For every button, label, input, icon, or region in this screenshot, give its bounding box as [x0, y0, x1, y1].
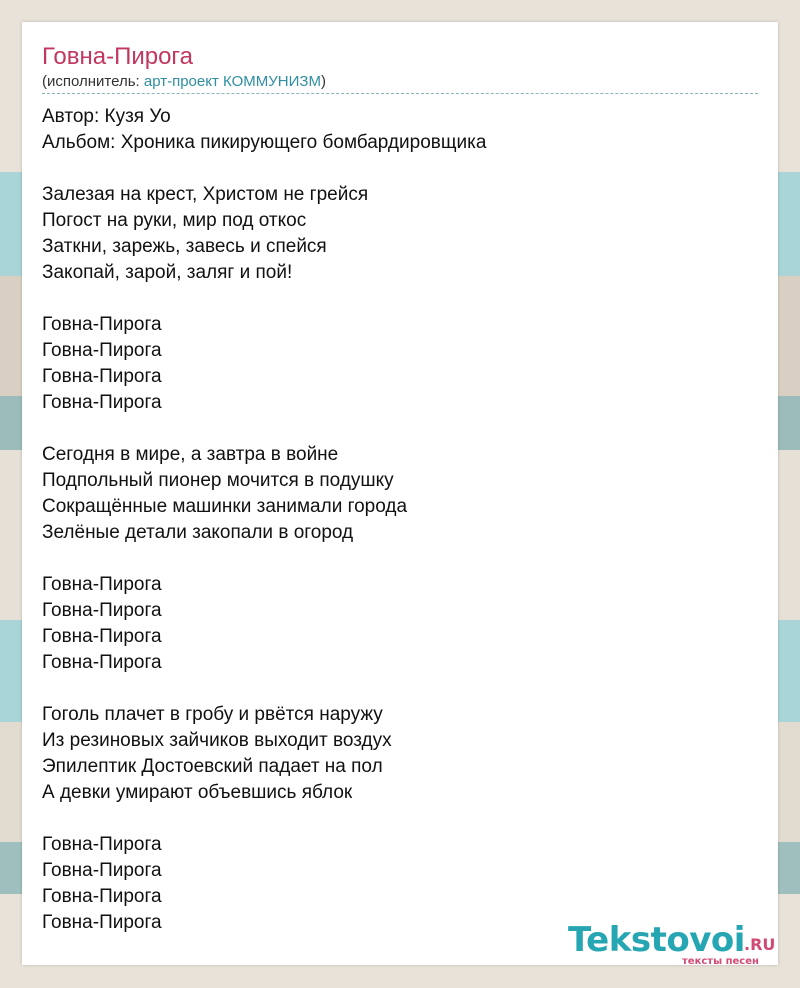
- chorus: [42, 572, 486, 676]
- lyric-line: Заткни, зарежь, завесь и спейся: [42, 236, 327, 257]
- album-line: Альбом: Хроника пикирующего бомбардировщика: [42, 132, 487, 153]
- chorus: [42, 312, 486, 416]
- lyric-line: Из резиновых зайчиков выходит воздух: [42, 730, 392, 751]
- lyric-line: Говна-Пирога: [42, 912, 162, 933]
- lyric-line: Говна-Пирога: [42, 340, 162, 361]
- lyric-line: Говна-Пирога: [42, 860, 162, 881]
- song-title: Говна-Пирога: [42, 43, 194, 70]
- lyrics-body: [42, 104, 486, 936]
- stanza: [42, 702, 486, 806]
- lyric-line: Говна-Пирога: [42, 834, 162, 855]
- lyric-line: Сокращённые машинки занимали города: [42, 496, 408, 517]
- title-divider: [42, 93, 758, 94]
- lyric-line: Закопай, зарой, заляг и пой!: [42, 262, 293, 283]
- stanza-gap: [42, 416, 486, 442]
- lyric-line: Гоголь плачет в гробу и рвётся наружу: [42, 704, 383, 725]
- chorus: [42, 832, 486, 936]
- lyric-line: Говна-Пирога: [42, 652, 162, 673]
- logo-tld: .RU: [744, 935, 776, 954]
- lyric-line: Погост на руки, мир под откос: [42, 210, 307, 231]
- lyric-line: Говна-Пирога: [42, 392, 162, 413]
- lyric-line: Говна-Пирога: [42, 366, 162, 387]
- stanza: [42, 182, 486, 286]
- lyric-line: Говна-Пирога: [42, 314, 162, 335]
- stanza-gap: [42, 676, 486, 702]
- lyric-line: Сегодня в мире, а завтра в войне: [42, 444, 339, 465]
- author-line: Автор: Кузя Уо: [42, 106, 171, 127]
- stanza: [42, 442, 486, 546]
- stanza-gap: [42, 546, 486, 572]
- lyric-line: Зелёные детали закопали в огород: [42, 522, 354, 543]
- lyric-line: Говна-Пирога: [42, 886, 162, 907]
- lyric-line: Говна-Пирога: [42, 574, 162, 595]
- lyric-line: А девки умирают объевшись яблок: [42, 782, 353, 803]
- logo-tagline: тексты песен: [682, 956, 759, 967]
- artist-link[interactable]: арт-проект КОММУНИЗМ: [143, 73, 321, 90]
- lyric-line: Залезая на крест, Христом не грейся: [42, 184, 369, 205]
- logo-wordmark: Tekstovoi: [568, 920, 745, 960]
- artist-prefix: (исполнитель:: [42, 73, 144, 90]
- artist-suffix: ): [320, 73, 326, 90]
- lyric-line: Подпольный пионер мочится в подушку: [42, 470, 394, 491]
- lyric-line: Говна-Пирога: [42, 600, 162, 621]
- artist-line: [42, 73, 326, 91]
- stanza-gap: [42, 806, 486, 832]
- lyric-line: Говна-Пирога: [42, 626, 162, 647]
- stanza-gap: [42, 156, 486, 182]
- tekstovoi-logo[interactable]: [568, 920, 778, 970]
- lyrics-card: [22, 22, 778, 965]
- stanza-gap: [42, 286, 486, 312]
- lyric-line: Эпилептик Достоевский падает на пол: [42, 756, 383, 777]
